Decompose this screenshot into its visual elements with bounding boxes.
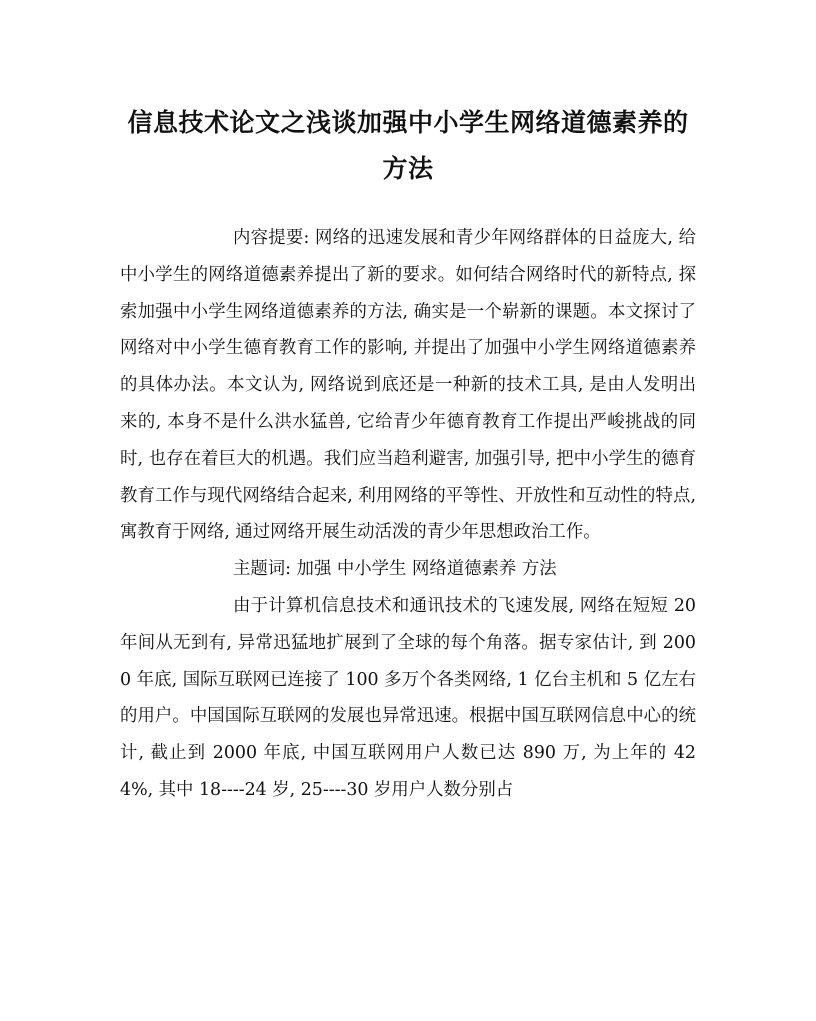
abstract-paragraph: 内容提要: 网络的迅速发展和青少年网络群体的日益庞大, 给中小学生的网络道德素养提出了新的要求。如何结合网络时代的新特点, 探索加强中小学生网络道德素养的方法, 确实是一个崭新的课题。本文探讨了网络对中小学生德育教育工作的影响, 并提出了加强中小学生网络道德素养的具体办法。本文认为, 网络说到底还是一种新的技术工具, 是由人发明出来的, 本身不是什么洪水猛兽, 它给青少年德育教育工作提出严峻挑战的同时, 也存在着巨大的机遇。我们应当趋利避害, 加强引导, 把中小学生的德育教育工作与现代网络结合起来, 利用网络的平等性、开放性和互动性的特点, 寓教育于网络, 通过网络开展生动活泼的青少年思想政治工作。: [120, 228, 696, 543]
document-body: [120, 220, 696, 809]
keywords-paragraph: 主题词: 加强 中小学生 网络道德素养 方法: [233, 559, 557, 580]
document-title: 信息技术论文之浅谈加强中小学生网络道德素养的方法: [127, 108, 689, 183]
body-paragraph: 由于计算机信息技术和通讯技术的飞速发展, 网络在短短 20 年间从无到有, 异常迅猛地扩展到了全球的每个角落。据专家估计, 到 2000 年底, 国际互联网已连接了 100 多万个各类网络, 1 亿台主机和 5 亿左右的用户。中国国际互联网的发展也异常迅速。根据中国互联网信息中心的统计, 截止到 2000 年底, 中国互联网用户人数已达 890 万, 为上年的 424%, 其中 18----24 岁, 25----30 岁用户人数分别占: [120, 595, 696, 800]
